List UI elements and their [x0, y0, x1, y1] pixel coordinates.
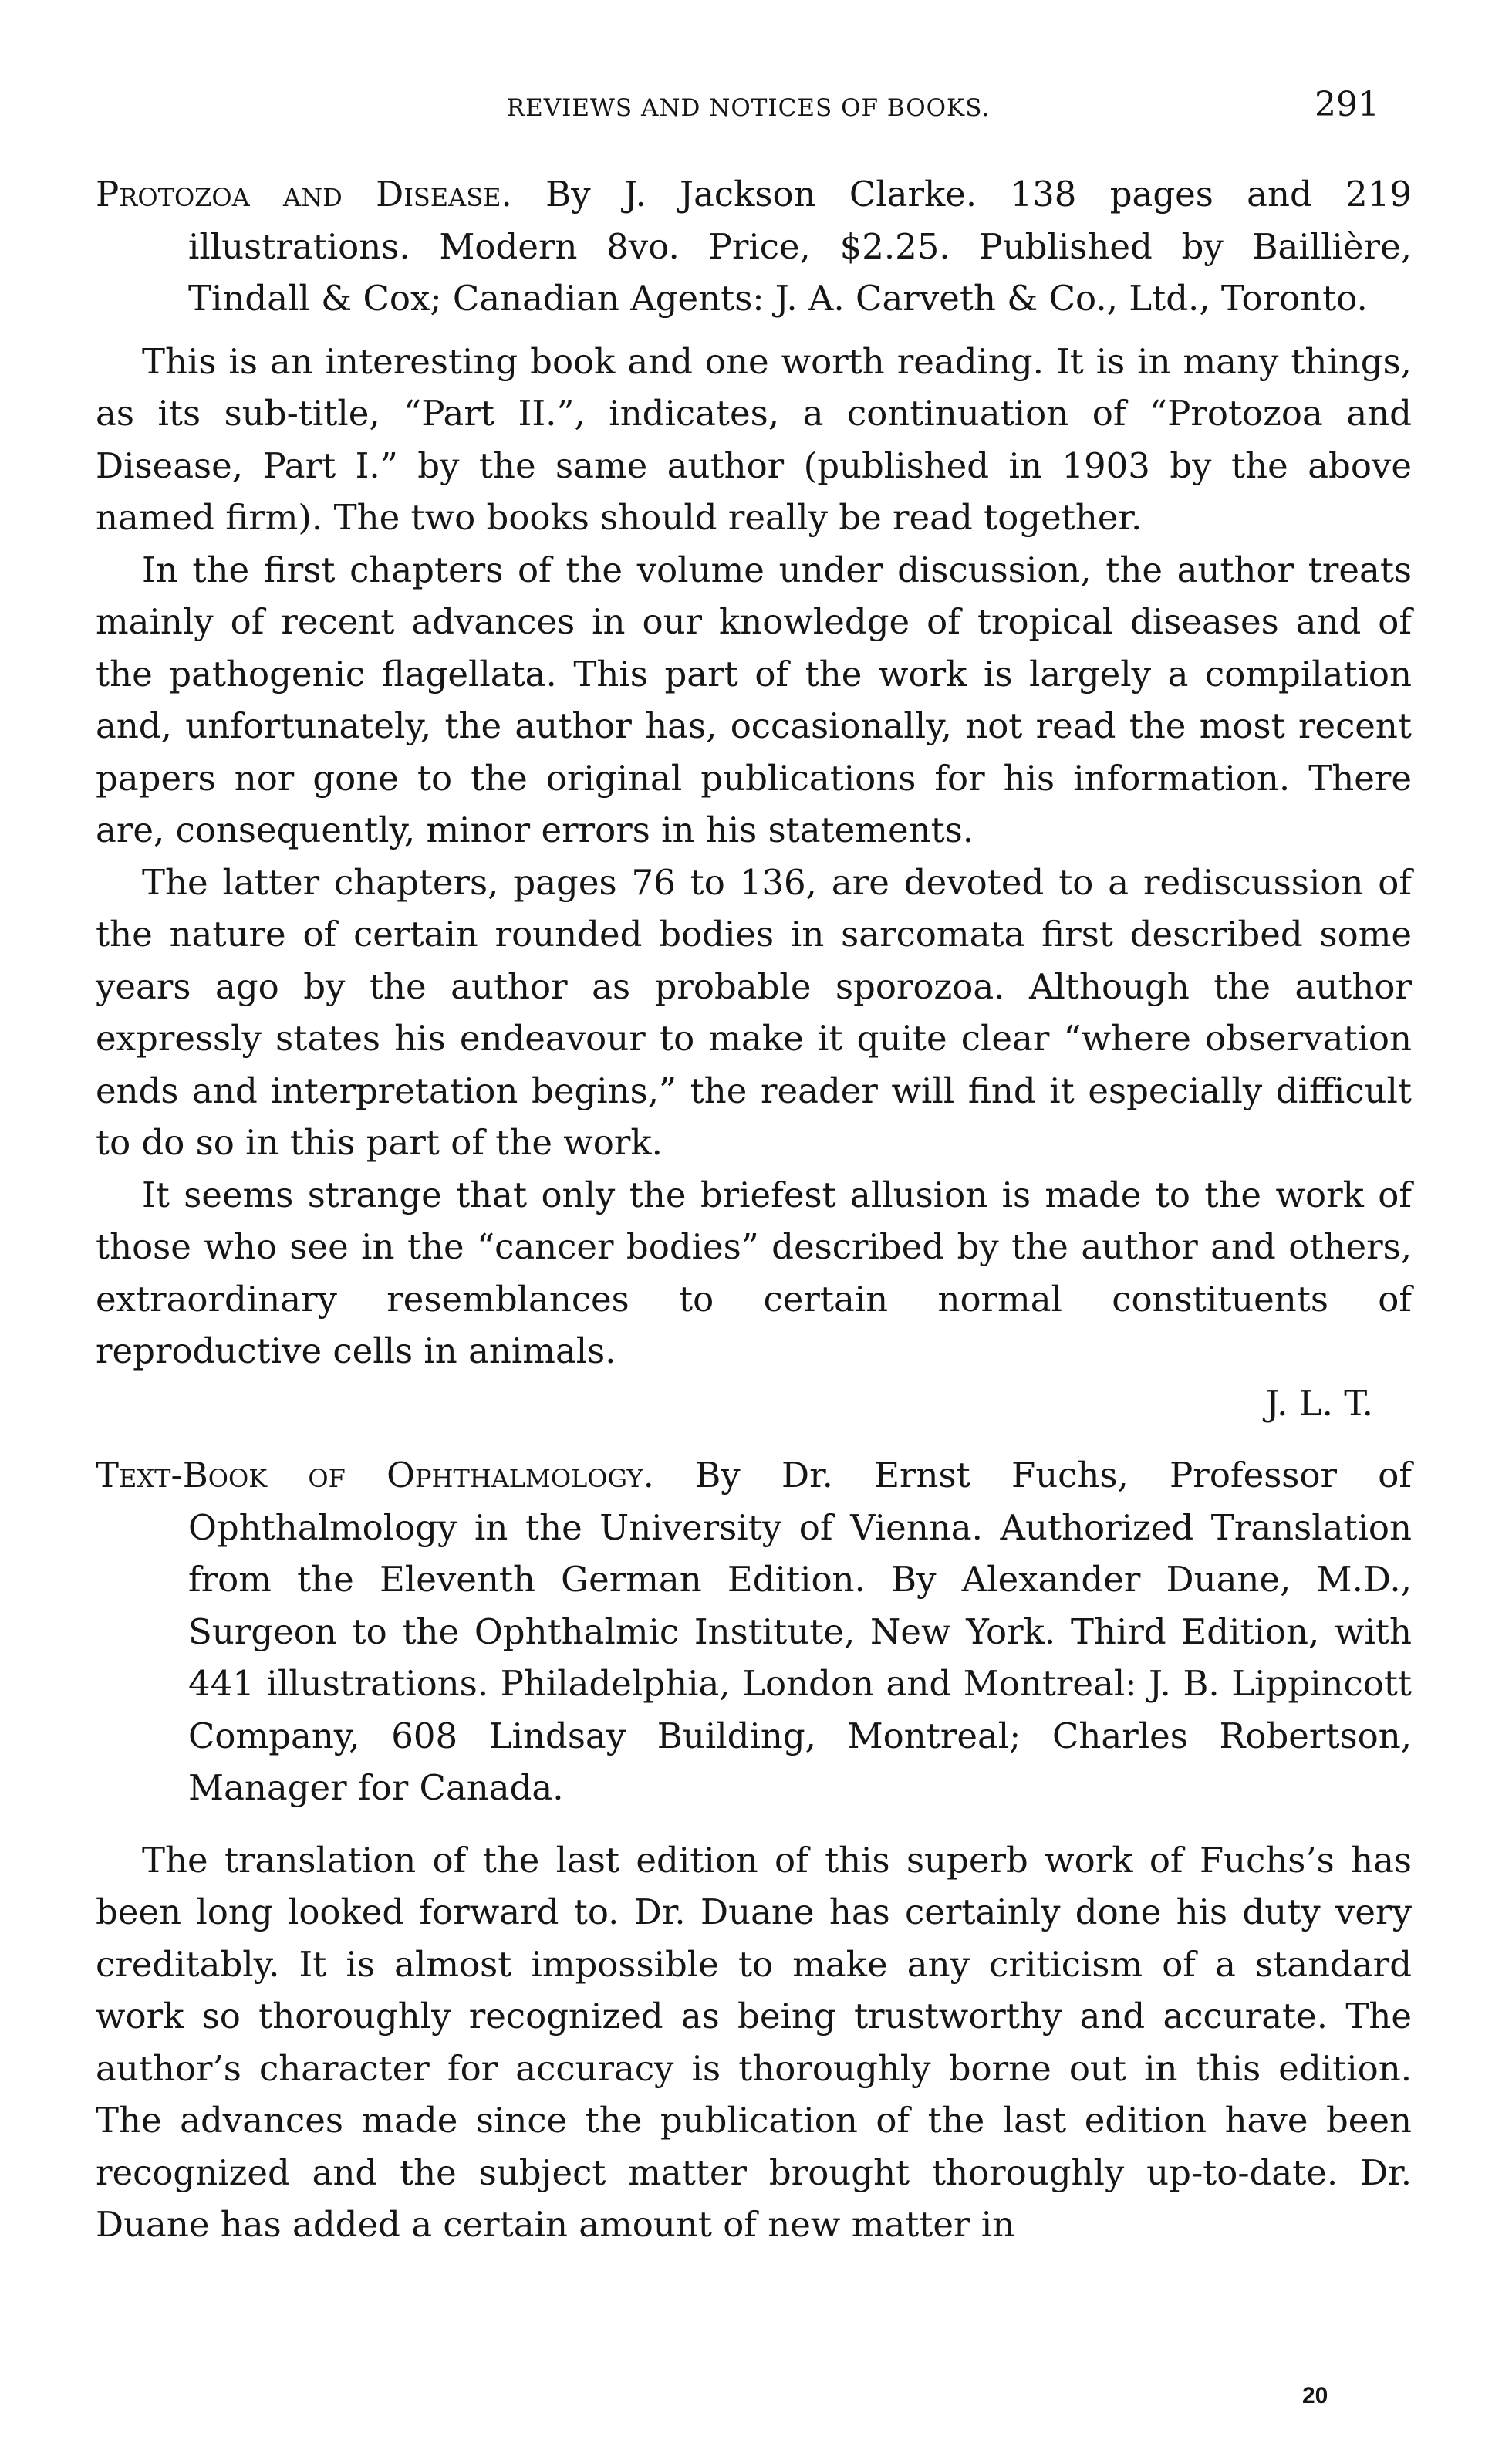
book-citation: By J. Jackson Clarke. 138 pages and 219 illustrations. Modern 8vo. Price, $2.25. Published by Baillière, Tindall & Cox; Canadian Agents: J. A. Carveth & Co., Ltd., Toronto. [188, 174, 1412, 319]
book-title: Text-Book of Ophthalmology. [96, 1455, 654, 1496]
book-entry [96, 168, 1412, 325]
reviewer-initials: J. L. T. [1265, 1382, 1373, 1424]
book-title: Protozoa and Disease. [96, 174, 512, 215]
book-entry [96, 1449, 1412, 1814]
printer-signature-mark: 20 [1302, 2383, 1328, 2408]
book-citation: By Dr. Ernst Fuchs, Professor of Ophthalmology in the University of Vienna. Authorized Translation from the Eleventh German Edition. By Alexander Duane, M.D., Surgeon to the Ophthalmic Institute, New York. Third Edition, with 441 illustrations. Philadelphia, London and Montreal: J. B. Lippincott Company, 608 Lindsay Building, Montreal; Charles Robertson, Manager for Canada. [188, 1455, 1412, 1808]
review-paragraph: In the first chapters of the volume under discussion, the author treats mainly of recent advances in our knowledge of tropical diseases and of the pathogenic flagellata. This part of the work is largely a compilation and, unfortunately, the author has, occasionally, not read the most recent papers nor gone to the original publications for his information. There are, consequently, minor errors in his statements. [96, 549, 1412, 850]
review-text-book-of-ophthalmology [96, 1449, 1412, 2251]
running-head: REVIEWS AND NOTICES OF BOOKS. [506, 94, 991, 122]
review-paragraph: The latter chapters, pages 76 to 136, are devoted to a rediscussion of the nature of certain rounded bodies in sarcomata first described some years ago by the author as probable sporozoa. Although the author expressly states his endeavour to make it quite clear “where observation ends and interpretation begins,” the reader will find it especially difficult to do so in this part of the work. [96, 861, 1412, 1163]
page-number: 291 [1315, 85, 1379, 124]
page-content [96, 168, 1412, 2251]
review-paragraph: The translation of the last edition of this superb work of Fuchs’s has been long looked forward to. Dr. Duane has certainly done his duty very creditably. It is almost impossible to make any criticism of a standard work so thoroughly recognized as being trustworthy and accurate. The author’s character for accuracy is thoroughly borne out in this edition. The advances made since the publication of the last edition have been recognized and the subject matter brought thoroughly up-to-date. Dr. Duane has added a certain amount of new matter in [96, 1839, 1412, 2245]
review-protozoa-and-disease [96, 168, 1412, 1429]
review-paragraph: It seems strange that only the briefest allusion is made to the work of those who see in the “cancer bodies” described by the author and others, extraordinary resemblances to certain normal constituents of reproductive cells in animals. [96, 1174, 1412, 1371]
review-paragraph: This is an interesting book and one worth reading. It is in many things, as its sub-title, “Part II.”, indicates, a continuation of “Protozoa and Disease, Part I.” by the same author (published in 1903 by the above named firm). The two books should really be read together. [96, 340, 1412, 538]
